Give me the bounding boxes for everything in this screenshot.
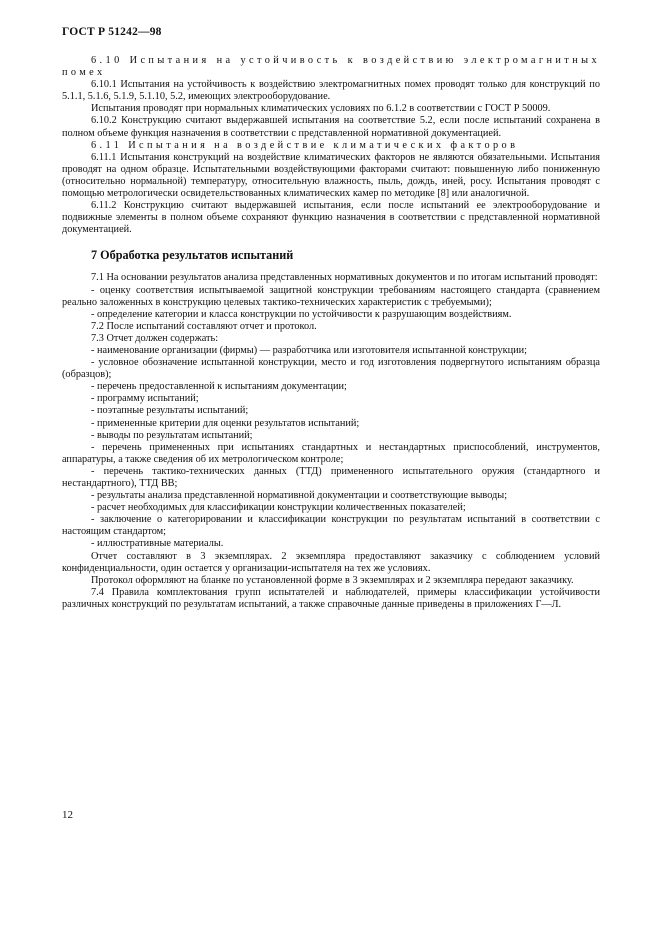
- report-item: - поэтапные результаты испытаний;: [91, 405, 249, 417]
- standard-header: ГОСТ Р 51242—98: [62, 26, 162, 38]
- paragraph-6-10-1-conditions: Испытания проводят при нормальных климатических условиях по 6.1.2 в соответствии с ГОСТ Р 50009.: [91, 103, 551, 115]
- paragraph-7-2: 7.2 После испытаний составляют отчет и протокол.: [91, 320, 317, 332]
- paragraph-report-copies: Отчет составляют в 3 экземплярах. 2 экземпляра предоставляют заказчику с соблюдением условий конфиденциальности, один остается у организации-испытателя на тех же условиях.: [62, 550, 600, 574]
- page-number: 12: [62, 809, 73, 821]
- report-item: - заключение о категорировании и классификации конструкции по результатам испытаний в соответствии с настоящим стандартом;: [62, 514, 600, 538]
- paragraph-6-11-2: 6.11.2 Конструкцию считают выдержавшей испытания, если после испытаний ее электрооборудование и подвижные элементы в полном объеме сохраняют функцию назначения в соответствии с представленной нормативной документацией.: [62, 200, 600, 236]
- report-item: - расчет необходимых для классификации конструкции количественных показателей;: [91, 502, 466, 514]
- paragraph-7-4: 7.4 Правила комплектования групп испытателей и наблюдателей, примеры классификации устойчивости различных конструкций по результатам испытаний, а также справочные данные приведены в приложениях Г—Л.: [62, 586, 600, 610]
- list-item: - оценку соответствия испытываемой защитной конструкции требованиям настоящего стандарта (сравнением реально заложенных в конструкцию целевых тактико-технических характеристик с требуемыми);: [62, 284, 600, 308]
- report-item: - программу испытаний;: [91, 393, 199, 405]
- section-heading-7: 7 Обработка результатов испытаний: [91, 248, 294, 263]
- report-item: - выводы по результатам испытаний;: [91, 429, 253, 441]
- paragraph-protocol: Протокол оформляют на бланке по установленной форме в 3 экземплярах и 2 экземпляра передают заказчику.: [91, 574, 574, 586]
- report-item: - примененные критерии для оценки результатов испытаний;: [91, 417, 360, 429]
- page-content: [62, 55, 600, 611]
- report-item: - иллюстративные материалы.: [91, 538, 224, 550]
- subsection-title-6-11: 6.11 Испытания на воздействие климатических факторов: [91, 139, 519, 151]
- paragraph-7-1: 7.1 На основании результатов анализа представленных нормативных документов и по итогам испытаний проводят:: [91, 272, 598, 284]
- report-item: - условное обозначение испытанной конструкции, место и год изготовления подвергнутого испытаниям образца (образцов);: [62, 357, 600, 381]
- paragraph-6-10-1: 6.10.1 Испытания на устойчивость к воздействию электромагнитных помех проводят только для конструкций по 5.1.1, 5.1.6, 5.1.9, 5.1.10, 5.2, имеющих электрооборудование.: [62, 79, 600, 103]
- paragraph-6-10-2: 6.10.2 Конструкцию считают выдержавшей испытания на соответствие 5.2, если после испытаний сохранена в полном объеме функция назначения в соответствии с представленной нормативной документацией.: [62, 115, 600, 139]
- report-item: - результаты анализа представленной нормативной документации и соответствующие выводы;: [91, 490, 508, 502]
- subsection-title-6-10: 6.10 Испытания на устойчивость к воздействию электромагнитных помех: [62, 55, 600, 79]
- list-item: - определение категории и класса конструкции по устойчивости к разрушающим воздействиям.: [91, 308, 512, 320]
- report-item: - перечень предоставленной к испытаниям документации;: [91, 381, 347, 393]
- paragraph-7-3: 7.3 Отчет должен содержать:: [91, 332, 219, 344]
- report-item: - перечень примененных при испытаниях стандартных и нестандартных приспособлений, инструментов, аппаратуры, а также сведения об их метрологическом контроле;: [62, 441, 600, 465]
- report-item: - перечень тактико-технических данных (ТТД) примененного испытательного оружия (стандартного и нестандартного), ТТД ВВ;: [62, 465, 600, 489]
- paragraph-6-11-1: 6.11.1 Испытания конструкций на воздействие климатических факторов не являются обязательными. Испытания проводят на одном образце. Испытательными воздействующими факторами считают: повышенную либо пониженную (относительно нормальной) температуру, относительную влажность, пыль, дождь, иней, росу. Испытания проводят с помощью метрологически освидетельствованных климатических камер по методике [8] или аналогичной.: [62, 151, 600, 200]
- report-item: - наименование организации (фирмы) — разработчика или изготовителя испытанной конструкции;: [91, 344, 528, 356]
